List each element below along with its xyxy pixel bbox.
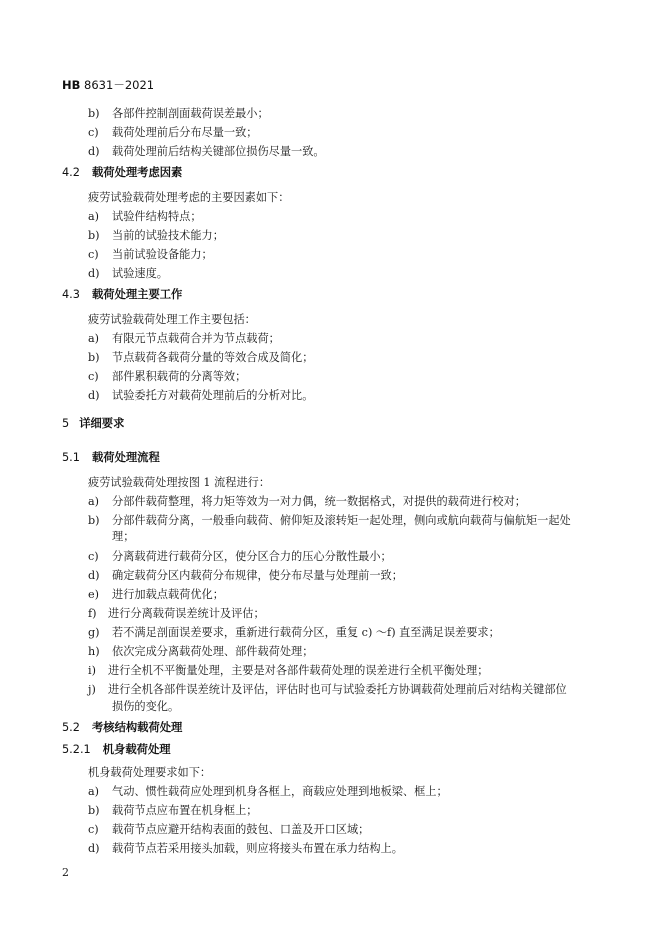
section-heading-5-2-1 <box>62 743 171 757</box>
list-text: 试验委托方对载荷处理前后的分析对比。 <box>112 389 314 402</box>
standard-number: 8631－2021 <box>80 78 155 92</box>
list-text: 载荷节点若采用接头加载，则应将接头布置在承力结构上。 <box>112 842 403 855</box>
section-number: 5.2 <box>62 721 80 734</box>
section-title: 考核结构载荷处理 <box>91 721 183 734</box>
list-marker: c) <box>88 823 99 836</box>
list-text: 分离载荷进行载荷分区，使分区合力的压心分散性最小； <box>112 550 392 563</box>
list-marker: d) <box>88 267 100 280</box>
list-marker: d) <box>88 145 100 158</box>
list-text: 试验件结构特点； <box>112 210 202 223</box>
section-heading-5 <box>62 417 124 431</box>
list-text: 各部件控制剖面载荷误差最小； <box>112 107 269 120</box>
list-text: 分部件载荷分离，一般垂向载荷、俯仰矩及滚转矩一起处理，侧向或航向载荷与偏航矩一起处 <box>112 514 571 527</box>
list-text: 节点载荷各载荷分量的等效合成及简化； <box>112 351 314 364</box>
section-number: 5.2.1 <box>62 743 91 756</box>
list-text: 当前试验设备能力； <box>112 248 213 261</box>
list-marker: a) <box>88 210 100 223</box>
list-marker: c) <box>88 248 99 261</box>
list-marker: a) <box>88 495 100 508</box>
list-marker: d) <box>88 569 100 582</box>
section-number: 5 <box>62 417 70 430</box>
list-text: 载荷节点应避开结构表面的鼓包、口盖及开口区域； <box>112 823 370 836</box>
list-marker: c) <box>88 370 99 383</box>
list-marker: g) <box>88 626 100 639</box>
paragraph: 疲劳试验载荷处理考虑的主要因素如下： <box>88 191 290 204</box>
list-text: 载荷处理前后分布尽量一致； <box>112 126 258 139</box>
list-marker: b) <box>88 229 100 242</box>
section-heading-5-2 <box>62 721 182 735</box>
section-number: 5.1 <box>62 451 80 464</box>
list-marker: b) <box>88 804 100 817</box>
list-marker: b) <box>88 351 100 364</box>
list-marker: a) <box>88 332 100 345</box>
list-text: 进行分离载荷误差统计及评估； <box>108 607 265 620</box>
section-number: 4.2 <box>62 166 80 179</box>
standard-code <box>62 77 154 93</box>
list-text: 进行全机各部件误差统计及评估，评估时也可与试验委托方协调载荷处理前后对结构关键部位 <box>108 683 567 696</box>
list-text: 载荷处理前后结构关键部位损伤尽量一致。 <box>112 145 325 158</box>
list-text: 载荷节点应布置在机身框上； <box>112 804 258 817</box>
list-text: 当前的试验技术能力； <box>112 229 224 242</box>
list-marker: d) <box>88 389 100 402</box>
paragraph: 机身载荷处理要求如下： <box>88 766 212 779</box>
list-text: 进行加载点载荷优化； <box>112 588 224 601</box>
section-number: 4.3 <box>62 288 80 301</box>
list-marker: b) <box>88 107 100 120</box>
list-text-continuation: 理； <box>112 530 135 543</box>
section-title: 载荷处理主要工作 <box>91 288 183 301</box>
list-marker: f) <box>88 607 97 620</box>
section-title: 详细要求 <box>79 417 125 430</box>
list-marker: i) <box>88 664 96 677</box>
list-text: 若不满足剖面误差要求，重新进行载荷分区，重复 c) ～f) 直至满足误差要求； <box>112 626 500 639</box>
standard-prefix: HB <box>62 78 81 92</box>
paragraph: 疲劳试验载荷处理工作主要包括： <box>88 313 256 326</box>
section-title: 载荷处理流程 <box>91 451 160 464</box>
list-text: 依次完成分离载荷处理、部件载荷处理； <box>112 645 314 658</box>
list-text-continuation: 损伤的变化。 <box>112 700 180 713</box>
list-marker: j) <box>88 683 96 696</box>
list-text: 试验速度。 <box>112 267 168 280</box>
list-text: 进行全机不平衡量处理，主要是对各部件载荷处理的误差进行全机平衡处理； <box>108 664 489 677</box>
list-text: 有限元节点载荷合并为节点载荷； <box>112 332 280 345</box>
list-marker: h) <box>88 645 100 658</box>
list-marker: a) <box>88 785 100 798</box>
page-number: 2 <box>62 866 69 879</box>
list-marker: c) <box>88 126 99 139</box>
section-heading-4-2 <box>62 166 182 180</box>
list-text: 部件累积载荷的分离等效； <box>112 370 247 383</box>
paragraph: 疲劳试验载荷处理按图 1 流程进行： <box>88 476 271 489</box>
list-marker: e) <box>88 588 99 601</box>
section-title: 机身载荷处理 <box>102 743 171 756</box>
section-heading-4-3 <box>62 288 182 302</box>
list-text: 确定载荷分区内载荷分布规律，使分布尽量与处理前一致； <box>112 569 403 582</box>
list-marker: d) <box>88 842 100 855</box>
list-marker: b) <box>88 514 100 527</box>
section-title: 载荷处理考虑因素 <box>91 166 183 179</box>
list-text: 分部件载荷整理，将力矩等效为一对力偶，统一数据格式，对提供的载荷进行校对； <box>112 495 526 508</box>
section-heading-5-1 <box>62 451 160 465</box>
list-marker: c) <box>88 550 99 563</box>
list-text: 气动、惯性载荷应处理到机身各框上，商载应处理到地板梁、框上； <box>112 785 448 798</box>
